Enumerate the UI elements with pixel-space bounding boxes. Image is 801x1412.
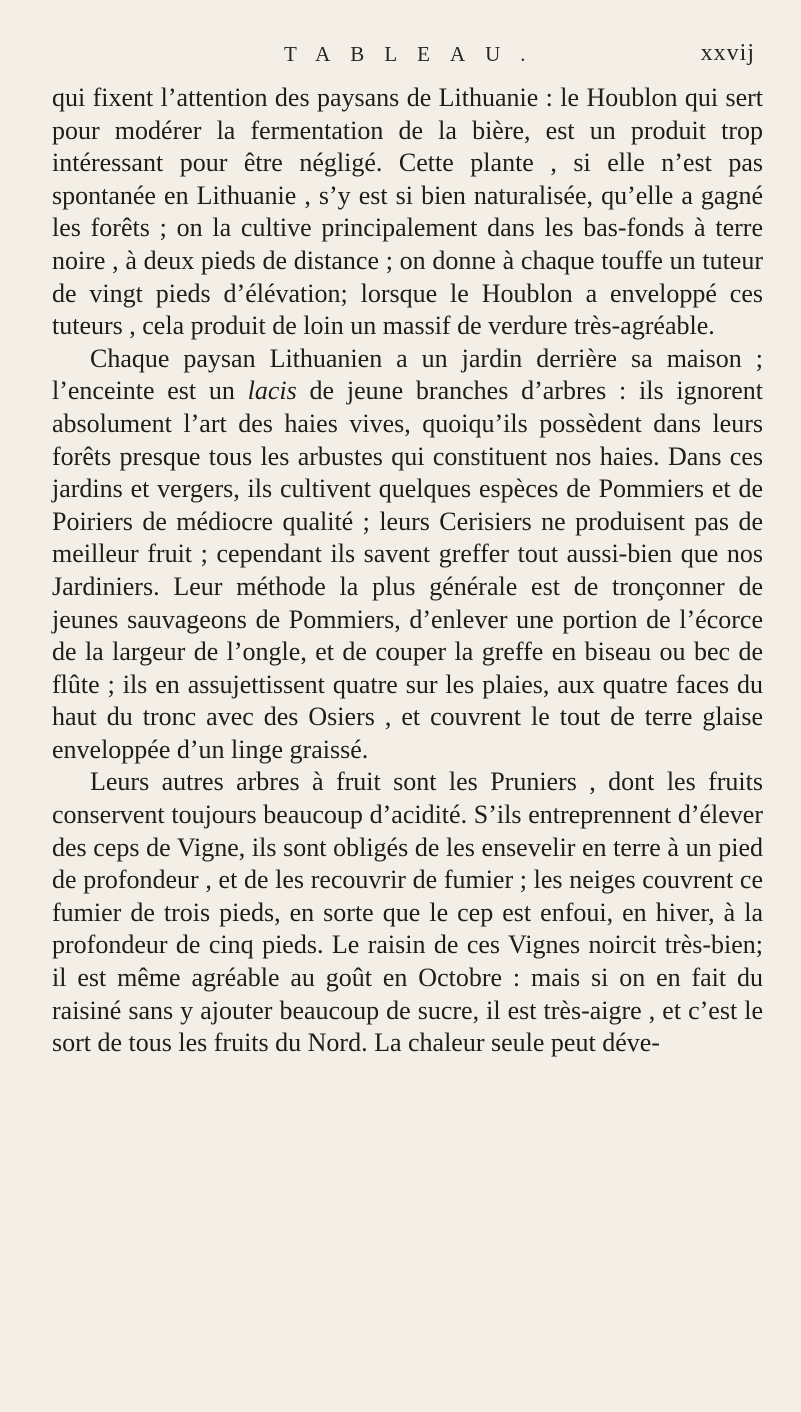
paragraph-pruniers-vigne: Leurs autres arbres à fruit sont les Pruniers , dont les fruits conservent toujours beaucoup d’acidité. S’ils entreprennent d’élever des ceps de Vigne, ils sont obligés de les ensevelir en terre à un pied de profondeur , et de les recouvrir de fumier ; les neiges couvrent ce fumier de trois pieds, en sorte que le cep est enfoui, en hiver, à la profondeur de cinq pieds. Le raisin de ces Vignes noircit très-bien; il est même agréable au goût en Octobre : mais si on en fait du raisiné sans y ajouter beaucoup de sucre, il est très-aigre , et c’est le sort de tous les fruits du Nord. La chaleur seule peut déve- bbox=[52, 767, 763, 1058]
italic-term-lacis: lacis bbox=[247, 376, 297, 406]
running-title: TABLEAU. bbox=[284, 42, 546, 66]
body-text bbox=[52, 82, 763, 1060]
running-head bbox=[52, 40, 763, 80]
page-number: xxvij bbox=[700, 40, 755, 66]
paragraph-jardins bbox=[52, 343, 763, 767]
paragraph-houblon: qui fixent l’attention des paysans de Lithuanie : le Houblon qui sert pour modérer la fermentation de la bière, est un produit trop intéressant pour être négligé. Cette plante , si elle n’est pas spontanée en Lithuanie , s’y est si bien naturalisée, qu’elle a gagné les forêts ; on la cultive principalement dans les bas-fonds à terre noire , à deux pieds de distance ; on donne à chaque touffe un tuteur de vingt pieds d’élévation; lorsque le Houblon a enveloppé ces tuteurs , cela produit de loin un massif de verdure très-agréable. bbox=[52, 83, 763, 341]
paragraph-jardins-rest: de jeune branches d’arbres : ils ignorent absolument l’art des haies vives, quoiqu’ils possèdent dans leurs forêts presque tous les arbustes qui constituent nos haies. Dans ces jardins et vergers, ils cultivent quelques espèces de Pommiers et de Poiriers de médiocre qualité ; leurs Cerisiers ne produisent pas de meilleur fruit ; cependant ils savent greffer tout aussi-bien que nos Jardiniers. Leur méthode la plus générale est de tronçonner de jeunes sauvageons de Pommiers, d’enlever une portion de l’écorce de la largeur de l’ongle, et de couper la greffe en biseau ou bec de flûte ; ils en assujettissent quatre sur les plaies, aux quatre faces du haut du tronc avec des Osiers , et couvrent le tout de terre glaise enveloppée d’un linge graissé. bbox=[52, 376, 763, 764]
paragraph-jardins-start: Chaque paysan Lithuanien a un jardin derrière sa maison ; l’enceinte est un bbox=[52, 343, 763, 406]
